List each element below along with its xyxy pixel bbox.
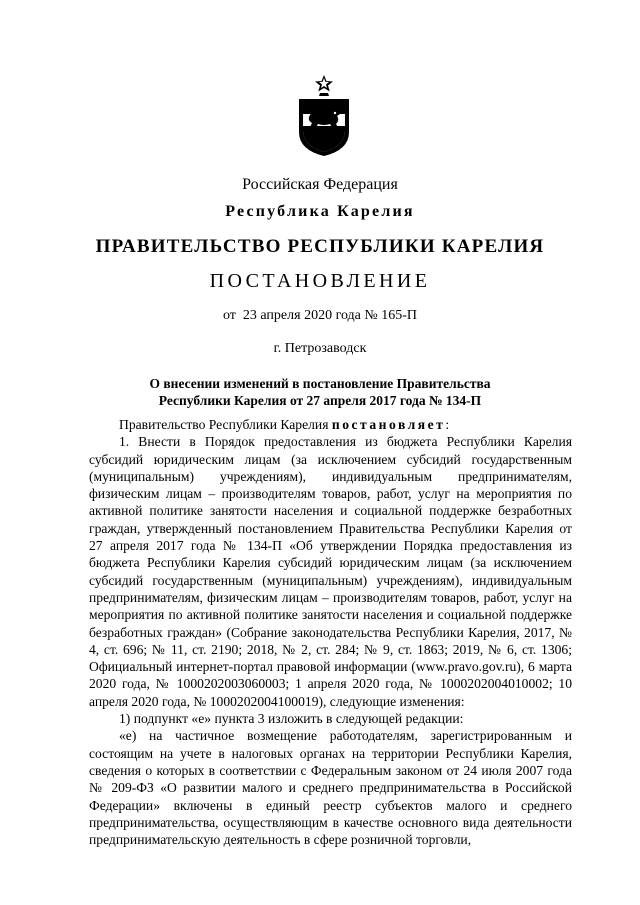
document-city: г. Петрозаводск (273, 341, 367, 356)
preamble-colon: : (445, 417, 450, 432)
subject-line: О внесении изменений в постановление Правительства (149, 376, 491, 391)
country-name: Российская Федерация (242, 176, 398, 193)
preamble-text: Правительство Республики Карелия (119, 417, 332, 432)
subject-line: Республики Карелия от 27 апреля 2017 года № 134-П (158, 393, 482, 408)
document-type: ПОСТАНОВЛЕНИЕ (209, 270, 431, 292)
preamble-verb: постановляет (331, 417, 446, 432)
preamble-paragraph (89, 416, 572, 433)
issuing-authority: ПРАВИТЕЛЬСТВО РЕСПУБЛИКИ КАРЕЛИЯ (95, 236, 545, 257)
coat-of-arms-icon (296, 72, 352, 158)
item-1-paragraph: 1. Внести в Порядок предоставления из бюджета Республики Карелия субсидий юридическим лицам (за исключением субсидий государственным (муниципальным) учреждениям), индивидуальным предпринимателям, физическим лицам – производителям товаров, работ, услуг на мероприятия по активной политике занятости населения и социальной поддержке безработных граждан, утвержденный постановлением Правительства Республики Карелия от 27 апреля 2017 года № 134-П «Об утверждении Порядка предоставления из бюджета Республики Карелия субсидий юридическим лицам (за исключением субсидий государственным (муниципальным) учреждениям), индивидуальным предпринимателям, физическим лицам – производителям товаров, работ, услуг на мероприятия по активной политике занятости населения и социальной поддержке безработных граждан» (Собрание законодательства Республики Карелия, 2017, № 4, ст. 696; № 11, ст. 2190; 2018, № 2, ст. 284; № 9, ст. 1863; 2019, № 6, ст. 1306; Официальный интернет-портал правовой информации (www.pravo.gov.ru), 6 марта 2020 года, № 1000202003060003; 1 апреля 2020 года, № 1000202004010002; 10 апреля 2020 года, № 1000202004100019), следующие изменения: (89, 434, 572, 709)
subitem-1-paragraph: 1) подпункт «е» пункта 3 изложить в следующей редакции: (119, 711, 464, 727)
quoted-text-paragraph: «е) на частичное возмещение работодателям, зарегистрированным и состоящим на учете в налоговых органах на территории Республики Карелия, сведения о которых в соответствии с Федеральным законом от 24 июля 2007 года № 209-ФЗ «О развитии малого и среднего предпринимательства в Российской Федерации» включены в единый реестр субъектов малого и среднего предпринимательства, осуществляющим в качестве основного вида деятельности предпринимательскую деятельность в сфере розничной торговли, (89, 728, 572, 848)
document-body (89, 416, 572, 848)
republic-name: Республика Карелия (225, 203, 415, 220)
document-subject (0, 375, 640, 409)
document-date-number: от 23 апреля 2020 года № 165-П (222, 308, 418, 323)
